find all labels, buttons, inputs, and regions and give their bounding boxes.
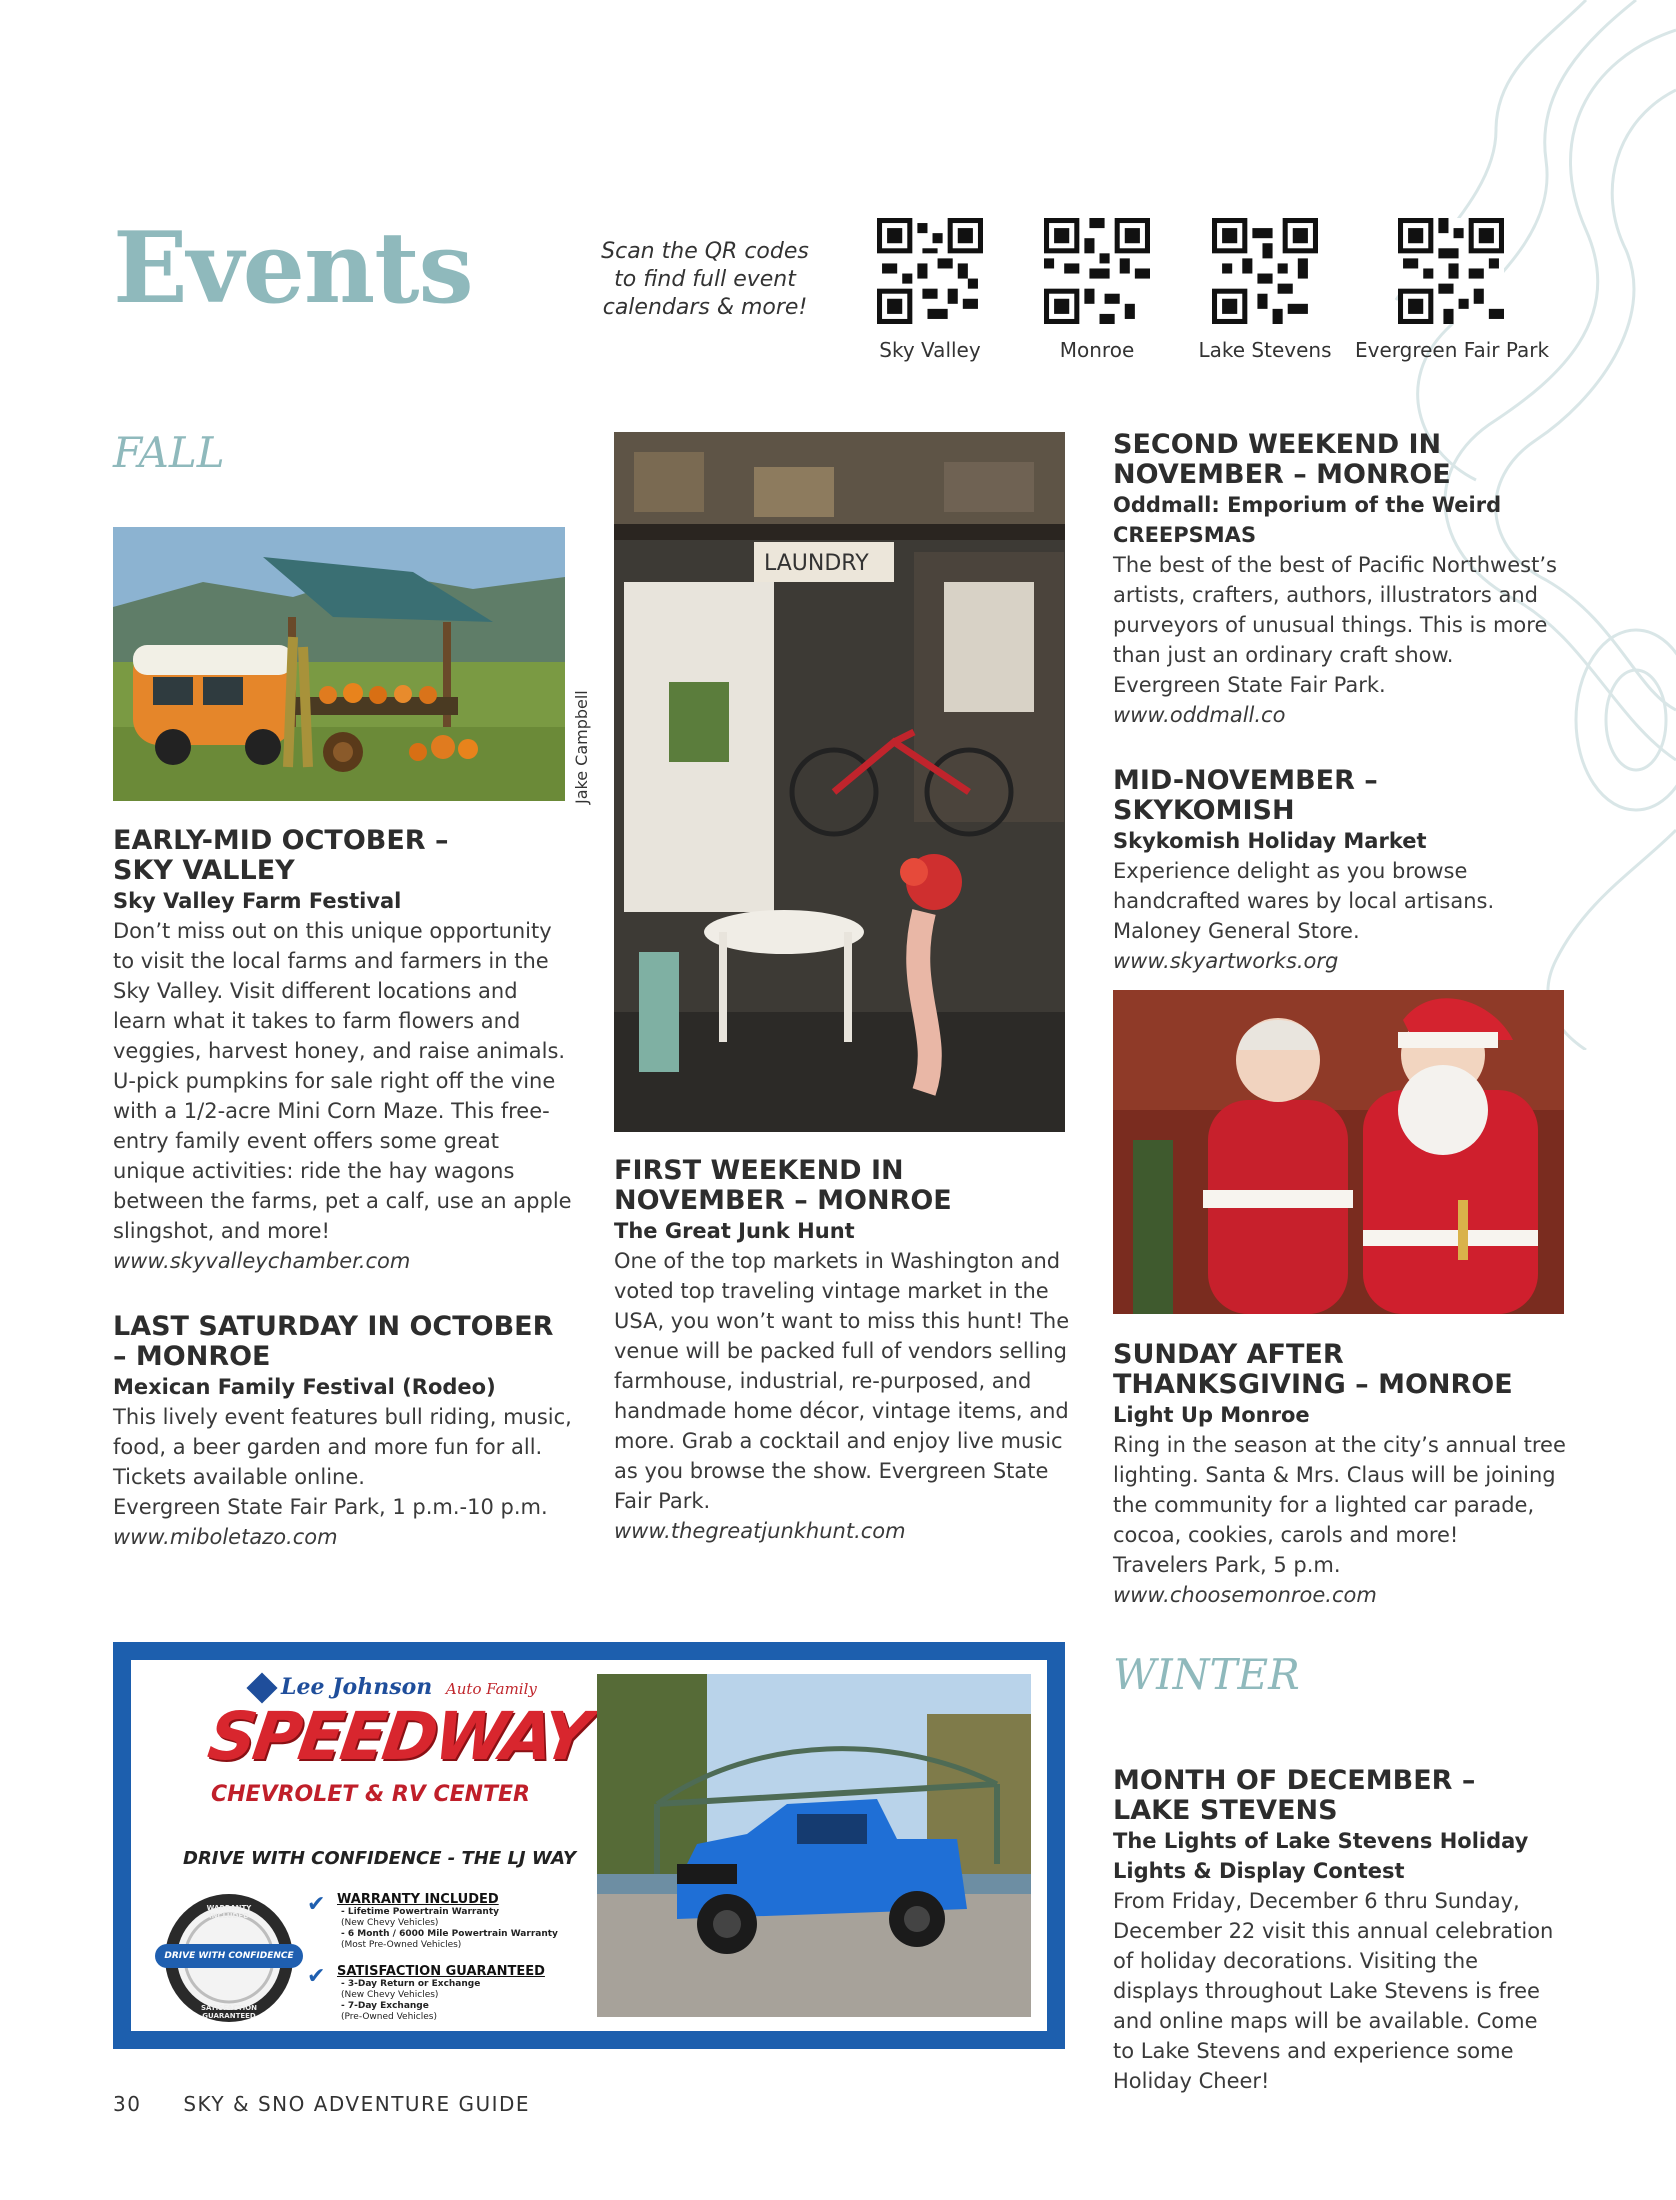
page-title: Events [113,211,473,326]
event-date-heading: MONTH OF DECEMBER – LAKE STEVENS [1113,1765,1476,1826]
event-date-heading: SECOND WEEKEND IN NOVEMBER – MONROE [1113,429,1451,490]
winter-column [1113,1766,1563,2132]
ad-benefit-warranty [307,1892,567,1951]
benefit-title: WARRANTY INCLUDED [337,1892,499,1907]
event-location: Evergreen State Fair Park. [1113,673,1386,697]
qr-code-lake-stevens[interactable] [1212,218,1318,324]
event-oddmall-creepsmas [1113,430,1563,730]
event-location: Evergreen State Fair Park, 1 p.m.-10 p.m. [113,1495,548,1519]
season-heading-fall: FALL [113,428,225,477]
event-url[interactable]: www.choosemonroe.com [1113,1583,1377,1607]
qr-code-evergreen-fair-park[interactable] [1398,218,1504,324]
event-url[interactable]: www.skyvalleychamber.com [113,1249,411,1273]
benefit-line: - 3-Day Return or Exchange [341,1979,481,1989]
benefit-line: - 6 Month / 6000 Mile Powertrain Warranty [341,1929,558,1939]
page-number: 30 [113,2092,142,2116]
badge-bottom-text: SATISFACTION GUARANTEED [200,2004,258,2020]
event-description: The best of the best of Pacific Northwest’s artists, crafters, authors, illustrators and purveyors of unusual things. This is more than just an ordinary craft show. [1113,553,1557,667]
event-title: The Great Junk Hunt [614,1219,855,1243]
event-description: Don’t miss out on this unique opportunity to visit the local farms and farmers in the Sky Valley. Visit different locations and learn what it takes to farm flowers and veggies, harvest honey, and raise animals. U-pick pumpkins for sale right off the vine with a 1/2-acre Mini Corn Maze. This free-entry family event offers some great unique activities: ride the hay wagons between the farms, pet a calf, use an apple slingshot, and more! [113,919,572,1243]
benefit-line: - 7-Day Exchange [341,2001,429,2011]
event-light-up-monroe [1113,1340,1568,1610]
check-circle-icon: ✔ [307,1964,326,1989]
farm-stand-photo [113,527,565,801]
benefit-line: (New Chevy Vehicles) [341,1918,439,1928]
qr-label-monroe: Monroe [1059,338,1135,362]
ad-brand: Lee Johnson Auto Family [251,1674,537,1700]
event-great-junk-hunt [614,1156,1074,1546]
event-description: One of the top markets in Washington and voted top traveling vintage market in the USA, you won’t want to miss this hunt! The venue will be packed full of vendors selling farmhouse, industrial, re-purposed, and handmade home décor, vintage items, and more. Grab a cocktail and enjoy live music as you browse the show. Evergreen State Fair Park. [614,1249,1070,1513]
ad-panel [131,1660,1047,2031]
event-description: This lively event features bull riding, music, food, a beer garden and more fun for all. Tickets available online. [113,1405,572,1489]
qr-label-evergreen-fair-park: Evergreen Fair Park [1355,338,1550,362]
ad-benefit-satisfaction [307,1964,567,2023]
fall-column-2 [614,1156,1074,1582]
benefit-line: (Pre-Owned Vehicles) [341,2012,437,2022]
qr-code-monroe[interactable] [1044,218,1150,324]
event-title: Sky Valley Farm Festival [113,889,402,913]
event-mexican-family-festival [113,1312,573,1552]
qr-label-sky-valley: Sky Valley [879,338,981,362]
event-date-heading: EARLY-MID OCTOBER – SKY VALLEY [113,825,449,886]
fall-column-1 [113,826,573,1588]
event-date-heading: FIRST WEEKEND IN NOVEMBER – MONROE [614,1155,952,1216]
event-date-heading: MID-NOVEMBER – SKYKOMISH [1113,765,1378,826]
event-title: Skykomish Holiday Market [1113,829,1427,853]
publication-name: SKY & SNO ADVENTURE GUIDE [183,2092,531,2116]
event-url[interactable]: www.oddmall.co [1113,703,1286,727]
benefit-line: - Lifetime Powertrain Warranty [341,1907,499,1917]
qr-code-sky-valley[interactable] [877,218,983,324]
event-description: Ring in the season at the city’s annual tree lighting. Santa & Mrs. Claus will be joining the community for a lighted car parade, cocoa, cookies, carols and more! [1113,1433,1566,1547]
event-url[interactable]: www.skyartworks.org [1113,949,1339,973]
fall-column-3-lower [1113,1340,1568,1646]
ad-headline: SPEEDWAY [203,1698,594,1775]
benefit-line: (Most Pre-Owned Vehicles) [341,1940,462,1950]
event-title: Mexican Family Festival (Rodeo) [113,1375,496,1399]
ad-subhead: CHEVROLET & RV CENTER [211,1782,530,1807]
season-heading-winter: WINTER [1113,1650,1300,1699]
photo-credit: Jake Campbell [572,690,591,804]
event-location: Maloney General Store. [1113,919,1360,943]
qr-instructions: Scan the QR codes to find full event calendars & more! [601,239,809,320]
junk-hunt-photo [614,432,1065,1132]
event-location: Travelers Park, 5 p.m. [1113,1553,1341,1577]
event-title: Oddmall: Emporium of the Weird CREEPSMAS [1113,493,1502,547]
page-footer [113,2092,530,2116]
badge-ribbon: DRIVE WITH CONFIDENCE [155,1944,303,1968]
ad-tagline: DRIVE WITH CONFIDENCE - THE LJ WAY [183,1848,576,1869]
chevy-truck-photo [597,1674,1031,2017]
event-description: From Friday, December 6 thru Sunday, December 22 visit this annual celebration of holiday decorations. Visiting the displays throughout Lake Stevens is free and online maps will be available. Come to Lake Stevens and experience some Holiday Cheer! [1113,1889,1554,2093]
event-url[interactable]: www.miboletazo.com [113,1525,338,1549]
benefit-line: (New Chevy Vehicles) [341,1990,439,2000]
drive-with-confidence-badge [163,1892,295,2024]
check-circle-icon: ✔ [307,1892,326,1917]
qr-label-lake-stevens: Lake Stevens [1198,338,1332,362]
event-sky-valley-farm-festival [113,826,573,1276]
svg-text:LAUNDRY: LAUNDRY [764,551,869,576]
speedway-chevrolet-ad[interactable] [113,1642,1065,2049]
event-title: Light Up Monroe [1113,1403,1310,1427]
event-date-heading: LAST SATURDAY IN OCTOBER – MONROE [113,1311,554,1372]
event-lights-of-lake-stevens [1113,1766,1563,2096]
event-url[interactable]: www.thegreatjunkhunt.com [614,1519,906,1543]
benefit-title: SATISFACTION GUARANTEED [337,1964,545,1979]
event-title: The Lights of Lake Stevens Holiday Lights & Display Contest [1113,1829,1529,1883]
event-date-heading: SUNDAY AFTER THANKSGIVING – MONROE [1113,1339,1513,1400]
event-description: Experience delight as you browse handcrafted wares by local artisans. [1113,859,1495,913]
fall-column-3 [1113,430,1563,1012]
event-skykomish-holiday-market [1113,766,1563,976]
badge-top-text: WARRANTY INCLUDED [206,1904,252,1920]
santa-and-mrs-claus-photo [1113,990,1564,1314]
